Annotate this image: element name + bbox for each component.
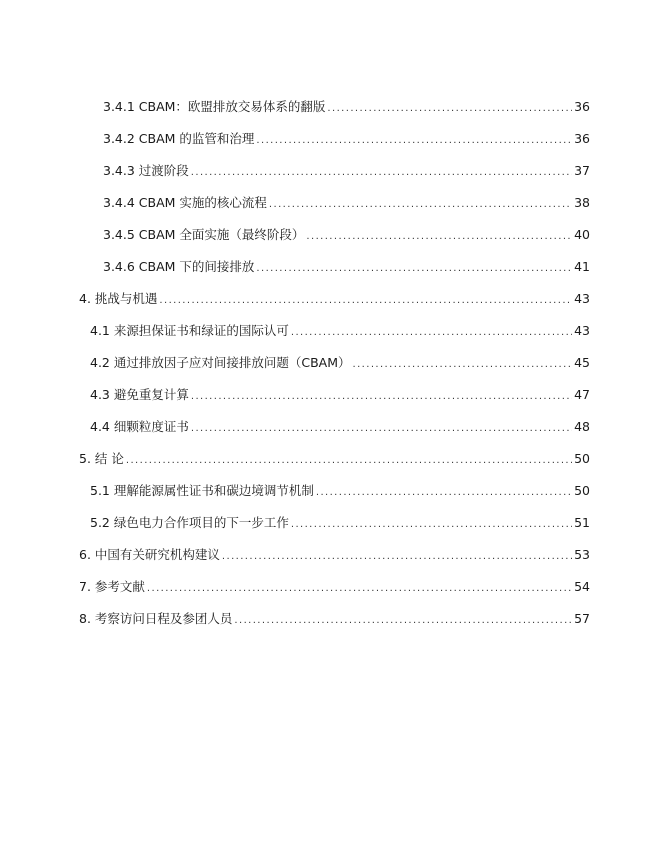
toc-entry-label: 4.2 通过排放因子应对间接排放问题（CBAM） — [90, 355, 351, 370]
toc-entry-4-1[interactable] — [90, 322, 590, 340]
toc-leader-dots — [147, 580, 572, 598]
toc-entry-page: 50 — [574, 451, 590, 466]
toc-entry-label: 8. 考察访问日程及参团人员 — [79, 611, 233, 626]
toc-entry-8[interactable] — [79, 610, 590, 628]
toc-entry-page: 54 — [574, 579, 590, 594]
toc-entry-5-2[interactable] — [90, 514, 590, 532]
toc-entry-label: 6. 中国有关研究机构建议 — [79, 547, 220, 562]
toc-entry-page: 38 — [574, 195, 590, 210]
toc-entry-7[interactable] — [79, 578, 590, 596]
toc-leader-dots — [327, 100, 572, 118]
toc-entry-page: 47 — [574, 387, 590, 402]
toc-entry-label: 3.4.6 CBAM 下的间接排放 — [103, 259, 255, 274]
toc-entry-label: 7. 参考文献 — [79, 579, 145, 594]
toc-entry-label: 3.4.5 CBAM 全面实施（最终阶段） — [103, 227, 305, 242]
toc-entry-label: 4. 挑战与机遇 — [79, 291, 158, 306]
toc-leader-dots — [191, 388, 572, 406]
toc-entry-label: 5.2 绿色电力合作项目的下一步工作 — [90, 515, 289, 530]
toc-entry-label: 5. 结 论 — [79, 451, 124, 466]
toc-entry-page: 43 — [574, 323, 590, 338]
toc-leader-dots — [234, 612, 572, 630]
toc-entry-6[interactable] — [79, 546, 590, 564]
toc-entry-3-4-5[interactable] — [103, 226, 590, 244]
toc-leader-dots — [306, 228, 572, 246]
toc-entry-page: 57 — [574, 611, 590, 626]
toc-leader-dots — [256, 260, 572, 278]
toc-leader-dots — [191, 420, 572, 438]
toc-entry-3-4-2[interactable] — [103, 130, 590, 148]
toc-entry-4-2[interactable] — [90, 354, 590, 372]
toc-leader-dots — [222, 548, 572, 566]
toc-entry-label: 3.4.2 CBAM 的监管和治理 — [103, 131, 255, 146]
toc-entry-4-4[interactable] — [90, 418, 590, 436]
toc-entry-3-4-4[interactable] — [103, 194, 590, 212]
toc-entry-3-4-1[interactable] — [103, 98, 590, 116]
toc-leader-dots — [269, 196, 572, 214]
toc-leader-dots — [316, 484, 572, 502]
toc-leader-dots — [353, 356, 573, 374]
toc-entry-label: 3.4.3 过渡阶段 — [103, 163, 189, 178]
toc-leader-dots — [291, 324, 572, 342]
toc-leader-dots — [191, 164, 572, 182]
toc-entry-page: 51 — [574, 515, 590, 530]
toc-leader-dots — [256, 132, 572, 150]
toc-entry-4[interactable] — [79, 290, 590, 308]
toc-entry-label: 3.4.4 CBAM 实施的核心流程 — [103, 195, 267, 210]
toc-entry-page: 36 — [574, 99, 590, 114]
toc-entry-page: 37 — [574, 163, 590, 178]
toc-entry-page: 53 — [574, 547, 590, 562]
toc-entry-label: 4.1 来源担保证书和绿证的国际认可 — [90, 323, 289, 338]
toc-entry-page: 43 — [574, 291, 590, 306]
toc-leader-dots — [159, 292, 572, 310]
toc-entry-3-4-3[interactable] — [103, 162, 590, 180]
toc-entry-page: 36 — [574, 131, 590, 146]
toc-leader-dots — [291, 516, 572, 534]
toc-entry-5[interactable] — [79, 450, 590, 468]
toc-entry-page: 48 — [574, 419, 590, 434]
toc-entry-3-4-6[interactable] — [103, 258, 590, 276]
toc-entry-page: 45 — [574, 355, 590, 370]
toc-leader-dots — [126, 452, 572, 470]
toc-entry-page: 41 — [574, 259, 590, 274]
toc-entry-label: 4.4 细颗粒度证书 — [90, 419, 189, 434]
toc-entry-label: 5.1 理解能源属性证书和碳边境调节机制 — [90, 483, 314, 498]
toc-entry-4-3[interactable] — [90, 386, 590, 404]
toc-entry-label: 4.3 避免重复计算 — [90, 387, 189, 402]
toc-entry-page: 40 — [574, 227, 590, 242]
toc-entry-5-1[interactable] — [90, 482, 590, 500]
toc-entry-page: 50 — [574, 483, 590, 498]
toc-entry-label: 3.4.1 CBAM：欧盟排放交易体系的翻版 — [103, 99, 326, 114]
